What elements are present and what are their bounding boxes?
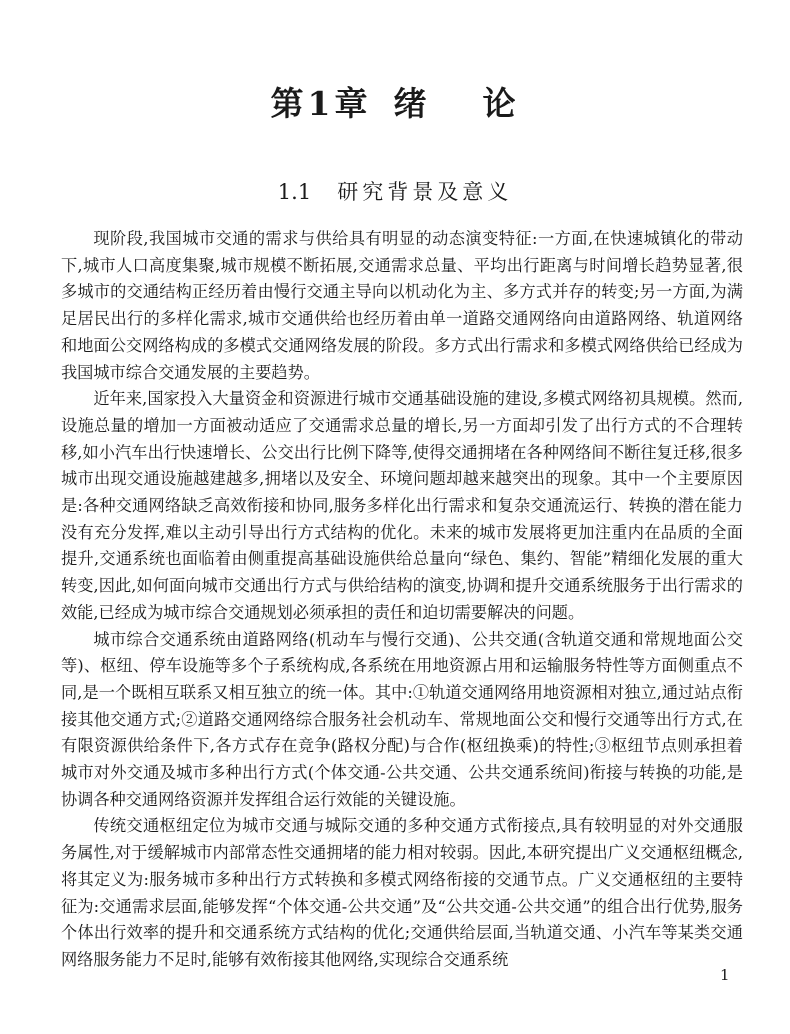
page-number: 1 bbox=[720, 966, 730, 984]
chapter-title-char-2: 论 bbox=[482, 84, 520, 123]
section-heading bbox=[0, 176, 790, 206]
chapter-label: 第1章 bbox=[270, 84, 372, 123]
chapter-title-char-1: 绪 bbox=[393, 84, 431, 123]
paragraph: 城市综合交通系统由道路网络(机动车与慢行交通)、公共交通(含轨道交通和常规地面公交等)、枢纽、停车设施等多个子系统构成,各系统在用地资源占用和运输服务特性等方面侧重点不同,是一个既相互联系又相互独立的统一体。其中:①轨道交通网络用地资源相对独立,通过站点衔接其他交通方式;②道路交通网络综合服务社会机动车、常规地面公交和慢行交通等出行方式,在有限资源供给条件下,各方式存在竞争(路权分配)与合作(枢纽换乘)的特性;③枢纽节点则承担着城市对外交通及城市多种出行方式(个体交通-公共交通、公共交通系统间)衔接与转换的功能,是协调各种交通网络资源并发挥组合运行效能的关键设施。 bbox=[61, 629, 743, 809]
body-text bbox=[61, 226, 743, 974]
section-title: 研究背景及意义 bbox=[337, 180, 513, 204]
paragraph: 近年来,国家投入大量资金和资源进行城市交通基础设施的建设,多模式网络初具规模。然而,设施总量的增加一方面被动适应了交通需求总量的增长,另一方面却引发了出行方式的不合理转移,如小汽车出行快速增长、公交出行比例下降等,使得交通拥堵在各种网络间不断往复迁移,很多城市出现交通设施越建越多,拥堵以及安全、环境问题却越来越突出的现象。其中一个主要原因是:各种交通网络缺乏高效衔接和协同,服务多样化出行需求和复杂交通流运行、转换的潜在能力没有充分发挥,难以主动引导出行方式结构的优化。未来的城市发展将更加注重内在品质的全面提升,交通系统也面临着由侧重提高基础设施供给总量向“绿色、集约、智能”精细化发展的重大转变,因此,如何面向城市交通出行方式与供给结构的演变,协调和提升交通系统服务于出行需求的效能,已经成为城市综合交通规划必须承担的责任和迫切需要解决的问题。 bbox=[61, 389, 743, 622]
paragraph: 传统交通枢纽定位为城市交通与城际交通的多种交通方式衔接点,具有较明显的对外交通服务属性,对于缓解城市内部常态性交通拥堵的能力相对较弱。因此,本研究提出广义交通枢纽概念,将其定义为:服务城市多种出行方式转换和多模式网络衔接的交通节点。广义交通枢纽的主要特征为:交通需求层面,能够发挥“个体交通-公共交通”及“公共交通-公共交通”的组合出行优势,服务个体出行效率的提升和交通系统方式结构的优化;交通供给层面,当轨道交通、小汽车等某类交通网络服务能力不足时,能够有效衔接其他网络,实现综合交通系统 bbox=[61, 816, 743, 969]
chapter-title bbox=[0, 78, 790, 125]
section-number: 1.1 bbox=[277, 180, 312, 204]
paragraph: 现阶段,我国城市交通的需求与供给具有明显的动态演变特征:一方面,在快速城镇化的带动下,城市人口高度集聚,城市规模不断拓展,交通需求总量、平均出行距离与时间增长趋势显著,很多城市的交通结构正经历着由慢行交通主导向以机动化为主、多方式并存的转变;另一方面,为满足居民出行的多样化需求,城市交通供给也经历着由单一道路交通网络向由道路网络、轨道网络和地面公交网络构成的多模式交通网络发展的阶段。多方式出行需求和多模式网络供给已经成为我国城市综合交通发展的主要趋势。 bbox=[61, 229, 743, 382]
